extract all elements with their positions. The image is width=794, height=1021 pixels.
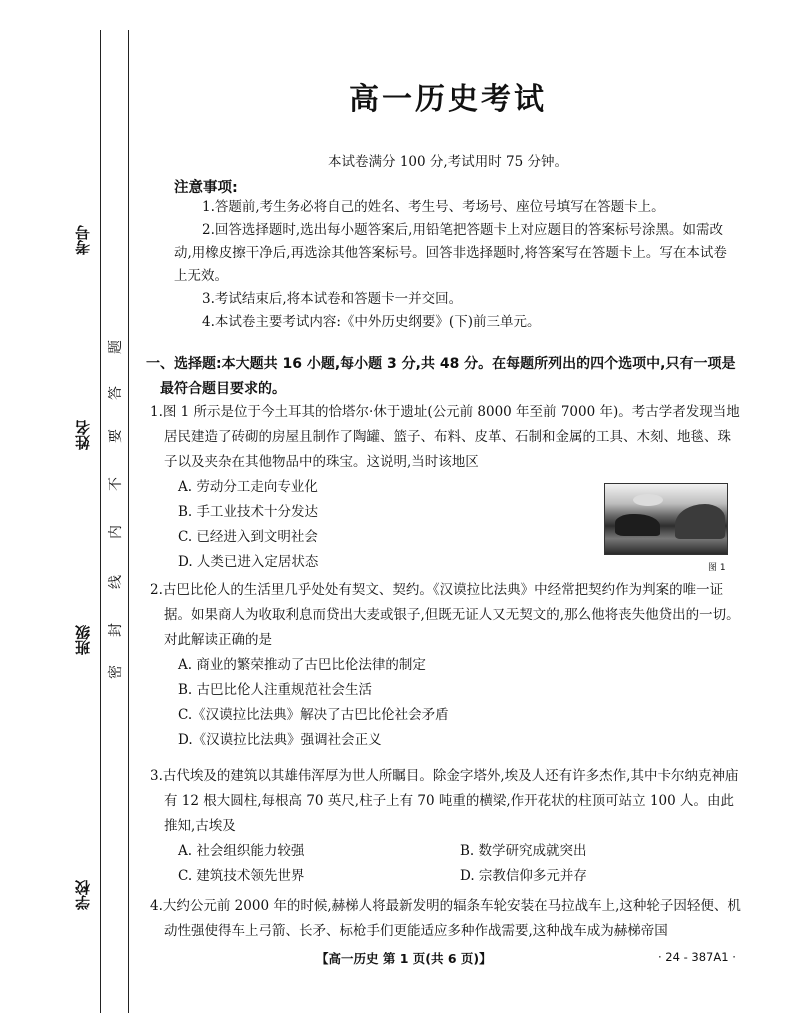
page-footer: 【高一历史 第 1 页(共 6 页)】: [316, 951, 492, 966]
excavation-photo: [604, 483, 728, 555]
seal-char: 要: [108, 429, 124, 443]
option-grid: [150, 839, 742, 889]
exam-number-label: 考号: [74, 225, 92, 255]
option-b: B. 古巴比伦人注重规范社会生活: [178, 682, 373, 698]
question-stem: 3.古代埃及的建筑以其雄伟浑厚为世人所瞩目。除金字塔外,埃及人还有许多杰作,其中卡尔纳克神庙有 12 根大圆柱,每根高 70 英尺,柱子上有 70 吨重的横梁,作开花状的柱顶可站立 100 人。由此推知,古埃及: [150, 768, 739, 834]
binding-line-outer: [100, 30, 101, 1013]
class-label: 班级: [74, 625, 92, 655]
note-item: 3.考试结束后,将本试卷和答题卡一并交回。: [202, 291, 463, 307]
seal-char: 不: [108, 477, 124, 491]
question-3: [150, 764, 742, 889]
figure-caption: 图 1: [708, 563, 726, 573]
notes-heading: 注意事项:: [174, 180, 238, 196]
section-line-1: 一、选择题:本大题共 16 小题,每小题 3 分,共 48 分。在每题所列出的四个选项中,只有一项是: [146, 356, 736, 372]
section-heading: [146, 352, 742, 402]
note-item: 4.本试卷主要考试内容:《中外历史纲要》(下)前三单元。: [202, 314, 541, 330]
option-b: B. 数学研究成就突出: [460, 843, 587, 859]
note-item: 1.答题前,考生务必将自己的姓名、考生号、考场号、座位号填写在答题卡上。: [202, 199, 665, 215]
seal-char: 封: [108, 623, 124, 637]
question-4: [150, 894, 742, 944]
name-label: 姓名: [74, 420, 92, 450]
exam-page: [146, 0, 750, 1021]
question-stem: 4.大约公元前 2000 年的时候,赫梯人将最新发明的辐条车轮安装在马拉战车上,这种轮子因轻便、机动性强使得车上弓箭、长矛、标枪手们更能适应多种作战需要,这种战车成为赫梯帝国: [150, 898, 741, 939]
option-d: D.《汉谟拉比法典》强调社会正义: [178, 732, 382, 748]
section-line-2: 最符合题目要求的。: [160, 381, 286, 397]
option-d: D. 宗教信仰多元并存: [460, 868, 587, 884]
option-a: A. 社会组织能力较强: [178, 843, 305, 859]
option-c: C. 已经进入到文明社会: [178, 529, 318, 545]
paper-code: · 24 - 387A1 ·: [658, 950, 736, 964]
binding-line-inner: [128, 30, 129, 1013]
school-label: 学校: [74, 880, 92, 910]
page-subtitle: 本试卷满分 100 分,考试用时 75 分钟。: [328, 154, 568, 170]
notes-list: [174, 196, 734, 334]
question-stem: 1.图 1 所示是位于今土耳其的恰塔尔·休于遗址(公元前 8000 年至前 7000 年)。考古学者发现当地居民建造了砖砌的房屋且制作了陶罐、篮子、布料、皮革、石制和金属的工具、木刻、地毯、珠子以及夹杂在其他物品中的珠宝。这说明,当时该地区: [150, 404, 740, 470]
seal-char: 答: [108, 386, 124, 400]
option-c: C. 建筑技术领先世界: [178, 868, 305, 884]
seal-char: 线: [108, 575, 124, 589]
seal-char: 内: [108, 525, 124, 539]
option-b: B. 手工业技术十分发达: [178, 504, 319, 520]
option-d: D. 人类已进入定居状态: [178, 554, 319, 570]
option-c: C.《汉谟拉比法典》解决了古巴比伦社会矛盾: [178, 707, 449, 723]
question-stem: 2.古巴比伦人的生活里几乎处处有契文、契约。《汉谟拉比法典》中经常把契约作为判案的唯一证据。如果商人为收取利息而贷出大麦或银子,但既无证人又无契文的,那么他将丧失他贷出的一切。对此解读正确的是: [150, 582, 740, 648]
option-a: A. 劳动分工走向专业化: [178, 479, 318, 495]
option-a: A. 商业的繁荣推动了古巴比伦法律的制定: [178, 657, 426, 673]
note-item: 2.回答选择题时,选出每小题答案后,用铅笔把答题卡上对应题目的答案标号涂黑。如需改动,用橡皮擦干净后,再选涂其他答案标号。回答非选择题时,将答案写在答题卡上。写在本试卷上无效。: [174, 222, 727, 284]
binding-margin: [0, 0, 140, 1021]
seal-char: 题: [108, 340, 124, 354]
question-2: [150, 578, 742, 753]
seal-char: 密: [108, 665, 124, 679]
page-title: 高一历史考试: [349, 82, 547, 117]
